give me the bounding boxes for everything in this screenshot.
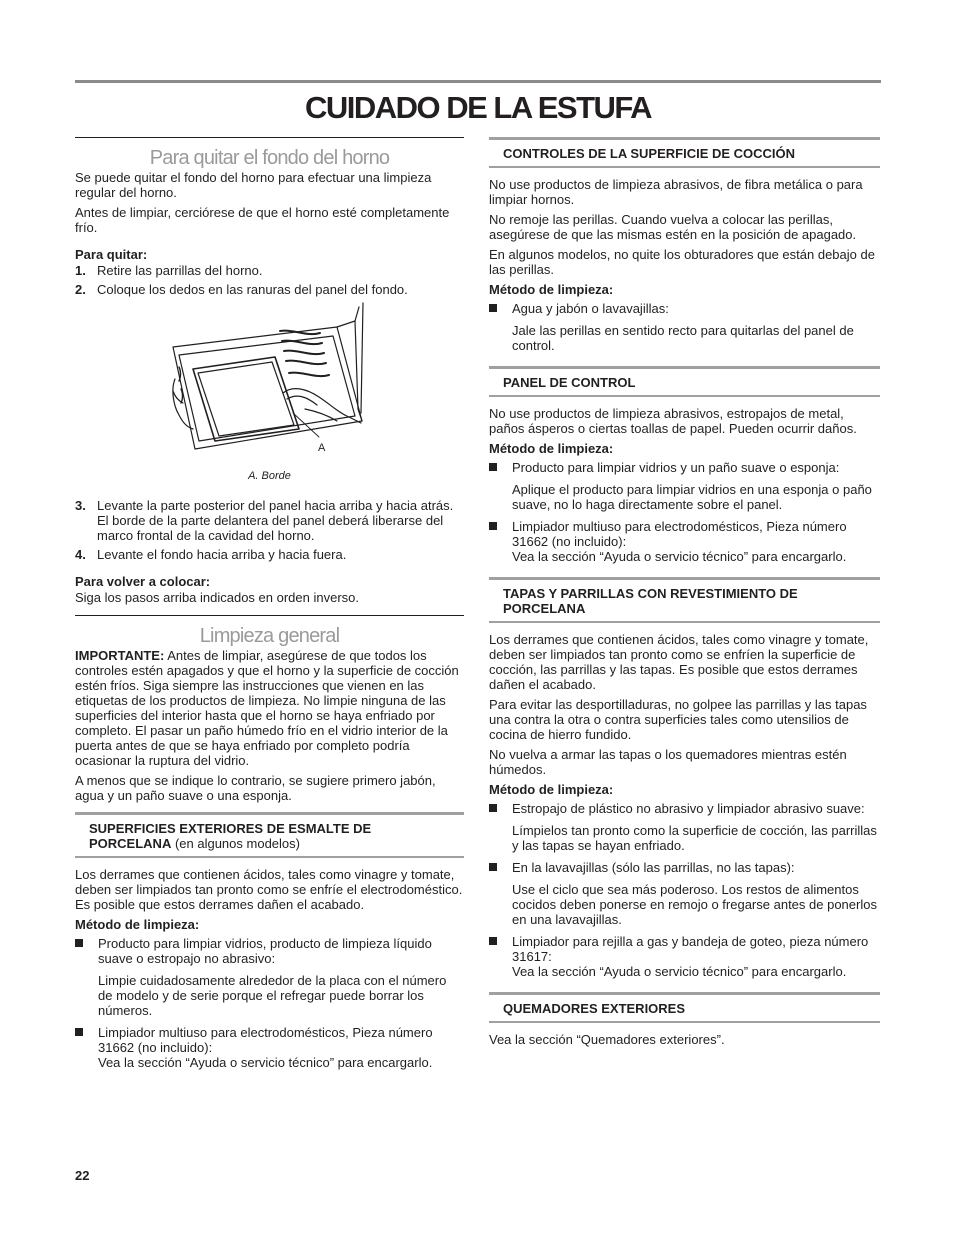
list-item: Limpiador multiuso para electrodomésticos, Pieza número 31662 (no incluido): Vea la sección “Ayuda o servicio técnico” para encargarlo. xyxy=(489,519,880,564)
bullet-square-icon xyxy=(489,804,497,812)
subsection-heading-controls: CONTROLES DE LA SUPERFICIE DE COCCIÓN xyxy=(489,137,880,168)
figure-caption: A. Borde xyxy=(248,470,291,482)
subsection-heading-control-panel: PANEL DE CONTROL xyxy=(489,366,880,397)
important-paragraph: IMPORTANTE: Antes de limpiar, asegúrese de que todos los controles estén apagados y que el horno y la superficie de cocción estén fríos. Siga siempre las instrucciones que vienen en las etiquetas de los productos de limpieza. No limpie ninguna de las superficies del interior hasta que el horno se haya enfriado por completo. El pasar un paño húmedo frío en el vidrio interior de la puerta antes de que se haya enfriado por completo podría ocasionar la ruptura del vidrio. xyxy=(75,648,459,768)
section-rule xyxy=(75,137,464,138)
page-number: 22 xyxy=(75,1168,90,1183)
right-column xyxy=(489,137,880,1052)
oven-bottom-illustration xyxy=(75,301,464,469)
paragraph: No use productos de limpieza abrasivos, de fibra metálica o para limpiar hornos. xyxy=(489,177,863,207)
bullet-square-icon xyxy=(75,939,83,947)
method-label: Método de limpieza: xyxy=(489,282,614,297)
paragraph: Para evitar las desportilladuras, no golpee las parrillas y las tapas una contra la otra o contra superficies tales como utensilios de cocina de hierro fundido. xyxy=(489,697,867,742)
list-item: 1. Retire las parrillas del horno. xyxy=(75,263,263,278)
list-item: 4. Levante el fondo hacia arriba y hacia fuera. xyxy=(75,547,347,562)
method-list xyxy=(75,936,464,1070)
top-rule xyxy=(75,80,881,83)
list-item: Estropajo de plástico no abrasivo y limpiador abrasivo suave: Límpielos tan pronto como la superficie de cocción, las parrillas y las tapas se hayan enfriado. xyxy=(489,801,880,853)
bullet-square-icon xyxy=(489,304,497,312)
bullet-square-icon xyxy=(75,1028,83,1036)
important-label: IMPORTANTE: xyxy=(75,648,165,663)
subsection-heading-grates: TAPAS Y PARRILLAS CON REVESTIMIENTO DE PORCELANA xyxy=(489,577,880,623)
list-item: Producto para limpiar vidrios, producto de limpieza líquido suave o estropajo no abrasivo: Limpie cuidadosamente alrededor de la placa con el número de modelo y de serie porque el refregar puede borrar los números. xyxy=(75,936,464,1018)
paragraph: Vea la sección “Quemadores exteriores”. xyxy=(489,1032,725,1047)
list-item: Agua y jabón o lavavajillas: Jale las perillas en sentido recto para quitarlas del panel de control. xyxy=(489,301,880,353)
replace-label: Para volver a colocar: xyxy=(75,574,211,589)
bullet-square-icon xyxy=(489,522,497,530)
bottom-panel xyxy=(193,357,299,441)
paragraph: Siga los pasos arriba indicados en orden inverso. xyxy=(75,590,360,605)
bullet-square-icon xyxy=(489,863,497,871)
remove-label: Para quitar: xyxy=(75,247,148,262)
paragraph: Los derrames que contienen ácidos, tales como vinagre y tomate, deben ser limpiados tan pronto como se enfríen la superficie de cocción, las parrillas y las tapas. Es posible que estos derrames dañen el acabado. xyxy=(489,632,869,692)
section-heading-general-cleaning: Limpieza general xyxy=(199,625,340,647)
list-item: Limpiador multiuso para electrodomésticos, Pieza número 31662 (no incluido): Vea la sección “Ayuda o servicio técnico” para encargarlo. xyxy=(75,1025,464,1070)
method-label: Método de limpieza: xyxy=(489,441,614,456)
paragraph: No remoje las perillas. Cuando vuelva a colocar las perillas, asegúrese de que las mismas estén en la posición de apagado. xyxy=(489,212,857,242)
remove-steps xyxy=(75,263,464,297)
oven-illustration-svg xyxy=(75,301,464,469)
paragraph: Los derrames que contienen ácidos, tales como vinagre y tomate, deben ser limpiados tan pronto como se enfríe el electrodoméstico. Es posible que estos derrames dañen el acabado. xyxy=(75,867,463,912)
list-item: En la lavavajillas (sólo las parrillas, no las tapas): Use el ciclo que sea más poderoso. Los restos de alimentos cocidos deben ponerse en remojo o fregarse antes de ponerlos en una lavavajillas. xyxy=(489,860,880,927)
paragraph: Se puede quitar el fondo del horno para efectuar una limpieza regular del horno. xyxy=(75,170,432,200)
method-list xyxy=(489,801,880,979)
paragraph: No use productos de limpieza abrasivos, estropajos de metal, paños ásperos o ciertas toallas de papel. Pueden ocurrir daños. xyxy=(489,406,857,436)
subsection-heading-enamel: SUPERFICIES EXTERIORES DE ESMALTE DE PORCELANA (en algunos modelos) xyxy=(75,812,464,858)
figure-label-a: A xyxy=(318,442,326,454)
list-item: 3. Levante la parte posterior del panel hacia arriba y hacia atrás. El borde de la parte delantera del panel deberá liberarse del marco frontal de la cavidad del horno. xyxy=(75,498,454,543)
paragraph: Antes de limpiar, cerciórese de que el horno esté completamente frío. xyxy=(75,205,450,235)
list-item: Producto para limpiar vidrios y un paño suave o esponja: Aplique el producto para limpiar vidrios en una esponja o paño suave, no lo haga directamente sobre el panel. xyxy=(489,460,880,512)
left-column xyxy=(75,137,464,1077)
oven-frame-inner xyxy=(179,336,355,441)
subsection-heading-outer-burners: QUEMADORES EXTERIORES xyxy=(489,992,880,1023)
list-item: Limpiador para rejilla a gas y bandeja de goteo, pieza número 31617: Vea la sección “Ayuda o servicio técnico” para encargarlo. xyxy=(489,934,880,979)
paragraph: En algunos modelos, no quite los obturadores que están debajo de las perillas. xyxy=(489,247,875,277)
paragraph: A menos que se indique lo contrario, se sugiere primero jabón, agua y un paño suave o una esponja. xyxy=(75,773,436,803)
bullet-square-icon xyxy=(489,463,497,471)
page-title: CUIDADO DE LA ESTUFA xyxy=(304,90,652,125)
remove-steps-continued xyxy=(75,498,464,562)
section-heading-remove-oven-bottom: Para quitar el fondo del horno xyxy=(149,147,390,169)
paragraph: No vuelva a armar las tapas o los quemadores mientras estén húmedos. xyxy=(489,747,847,777)
bullet-square-icon xyxy=(489,937,497,945)
section-rule xyxy=(75,615,464,616)
method-label: Método de limpieza: xyxy=(75,917,200,932)
method-list xyxy=(489,460,880,564)
oven-frame-outer xyxy=(173,327,362,449)
list-item: 2. Coloque los dedos en las ranuras del panel del fondo. xyxy=(75,282,408,297)
method-label: Método de limpieza: xyxy=(489,782,614,797)
method-list xyxy=(489,301,880,353)
